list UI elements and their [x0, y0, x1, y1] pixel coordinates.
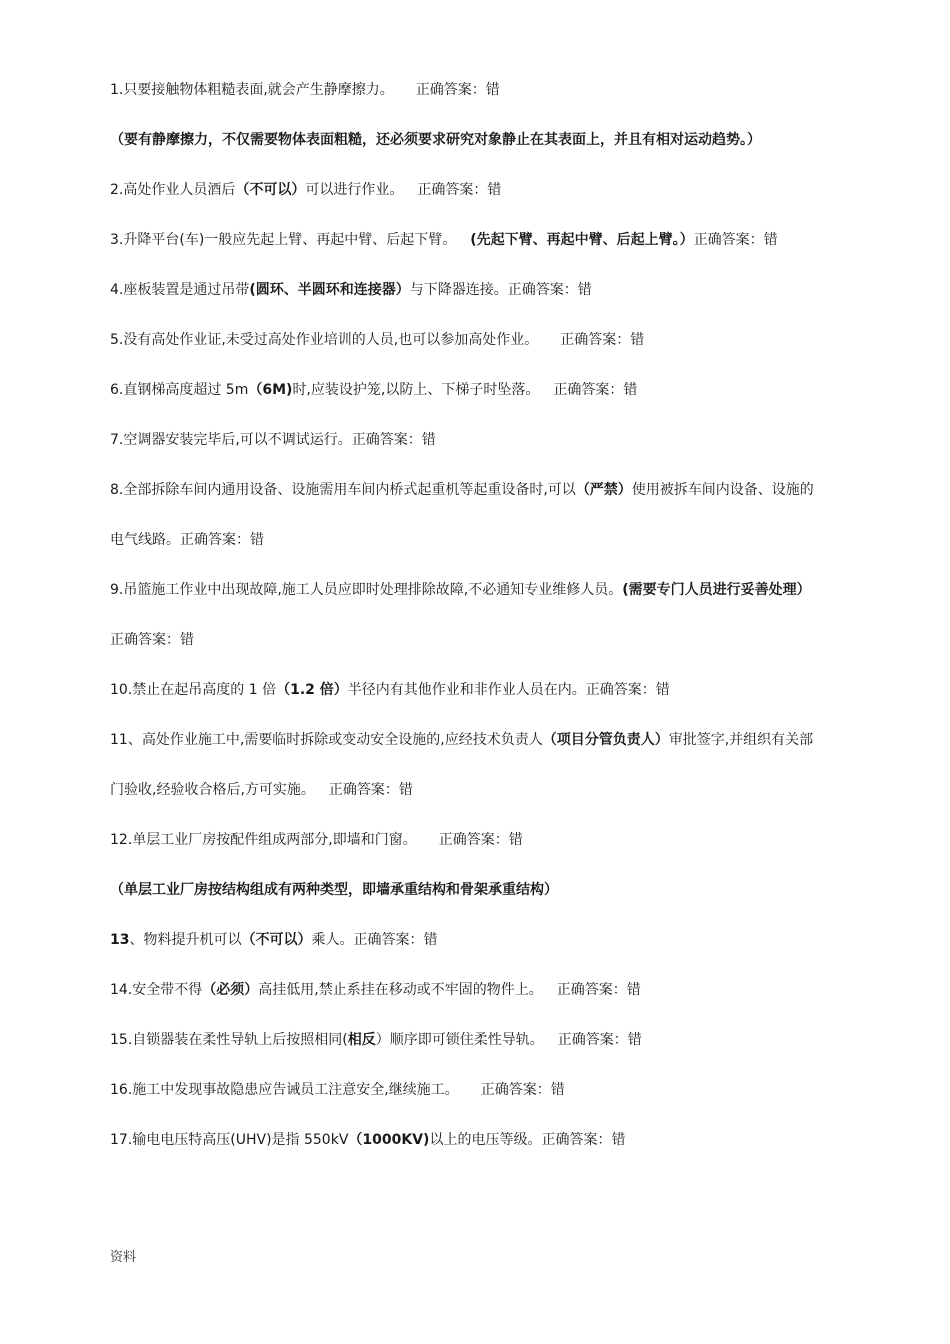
question-4: 4.座板装置是通过吊带(圆环、半圆环和连接器）与下降器连接。正确答案：错: [110, 282, 592, 298]
question-15: 15.自锁器装在柔性导轨上后按照相同(相反）顺序即可锁住柔性导轨。 正确答案：错: [110, 1032, 642, 1048]
question-16: 16.施工中发现事故隐患应告诫员工注意安全,继续施工。 正确答案：错: [110, 1082, 565, 1098]
question-8-continued: 电气线路。正确答案：错: [110, 532, 264, 548]
question-10: 10.禁止在起吊高度的 1 倍（1.2 倍）半径内有其他作业和非作业人员在内。正确答案：错: [110, 682, 670, 698]
question-11: 11、高处作业施工中,需要临时拆除或变动安全设施的,应经技术负责人（项目分管负责人）审批签字,并组织有关部: [110, 732, 814, 748]
question-11-continued: 门验收,经验收合格后,方可实施。 正确答案：错: [110, 782, 413, 798]
answer-label: 正确答案：错: [560, 332, 645, 348]
answer-label: 正确答案：错: [693, 232, 778, 248]
answer-label: 正确答案：错: [553, 382, 638, 398]
question-8: 8.全部拆除车间内通用设备、设施需用车间内桥式起重机等起重设备时,可以（严禁）使用被拆车间内设备、设施的: [110, 482, 814, 498]
question-9: 9.吊篮施工作业中出现故障,施工人员应即时处理排除故障,不必通知专业维修人员。(需要专门人员进行妥善处理）: [110, 582, 811, 598]
answer-label: 正确答案：错: [353, 932, 438, 948]
question-1: 1.只要接触物体粗糙表面,就会产生静摩擦力。 正确答案：错: [110, 82, 500, 98]
answer-label: 正确答案：错: [585, 682, 670, 698]
answer-label: 正确答案：错: [417, 182, 502, 198]
answer-label: 正确答案：错: [328, 782, 413, 798]
question-2: 2.高处作业人员酒后（不可以）可以进行作业。 正确答案：错: [110, 182, 502, 198]
answer-label: 正确答案：错: [557, 1032, 642, 1048]
question-1-explanation: （要有静摩擦力，不仅需要物体表面粗糙，还必须要求研究对象静止在其表面上，并且有相对运动趋势。）: [110, 132, 761, 148]
question-3: 3.升降平台(车)一般应先起上臂、再起中臂、后起下臂。 (先起下臂、再起中臂、后起上臂。）正确答案：错: [110, 232, 778, 248]
question-13: 13、物料提升机可以（不可以）乘人。正确答案：错: [110, 932, 438, 948]
answer-label: 正确答案：错: [480, 1082, 565, 1098]
question-9-answer: [110, 630, 194, 650]
question-14: 14.安全带不得（必须）高挂低用,禁止系挂在移动或不牢固的物件上。 正确答案：错: [110, 982, 641, 998]
question-12: 12.单层工业厂房按配件组成两部分,即墙和门窗。 正确答案：错: [110, 832, 523, 848]
question-7: 7.空调器安装完毕后,可以不调试运行。正确答案：错: [110, 432, 436, 448]
answer-label: 正确答案：错: [415, 82, 500, 98]
question-6: 6.直钢梯高度超过 5m（6M)时,应装设护笼,以防上、下梯子时坠落。 正确答案：错: [110, 382, 638, 398]
question-17: 17.输电电压特高压(UHV)是指 550kV（1000KV)以上的电压等级。正确答案：错: [110, 1132, 626, 1148]
question-5: 5.没有高处作业证,未受过高处作业培训的人员,也可以参加高处作业。 正确答案：错: [110, 332, 645, 348]
answer-label: 正确答案：错: [351, 432, 436, 448]
page-footer: 资料: [110, 1250, 137, 1265]
answer-label: 正确答案：错: [507, 282, 592, 298]
answer-label: 正确答案：错: [110, 632, 194, 648]
question-12-explanation: （单层工业厂房按结构组成有两种类型，即墙承重结构和骨架承重结构）: [110, 882, 558, 898]
answer-label: 正确答案：错: [438, 832, 523, 848]
answer-label: 正确答案：错: [180, 532, 264, 548]
answer-label: 正确答案：错: [556, 982, 641, 998]
answer-label: 正确答案：错: [541, 1132, 626, 1148]
